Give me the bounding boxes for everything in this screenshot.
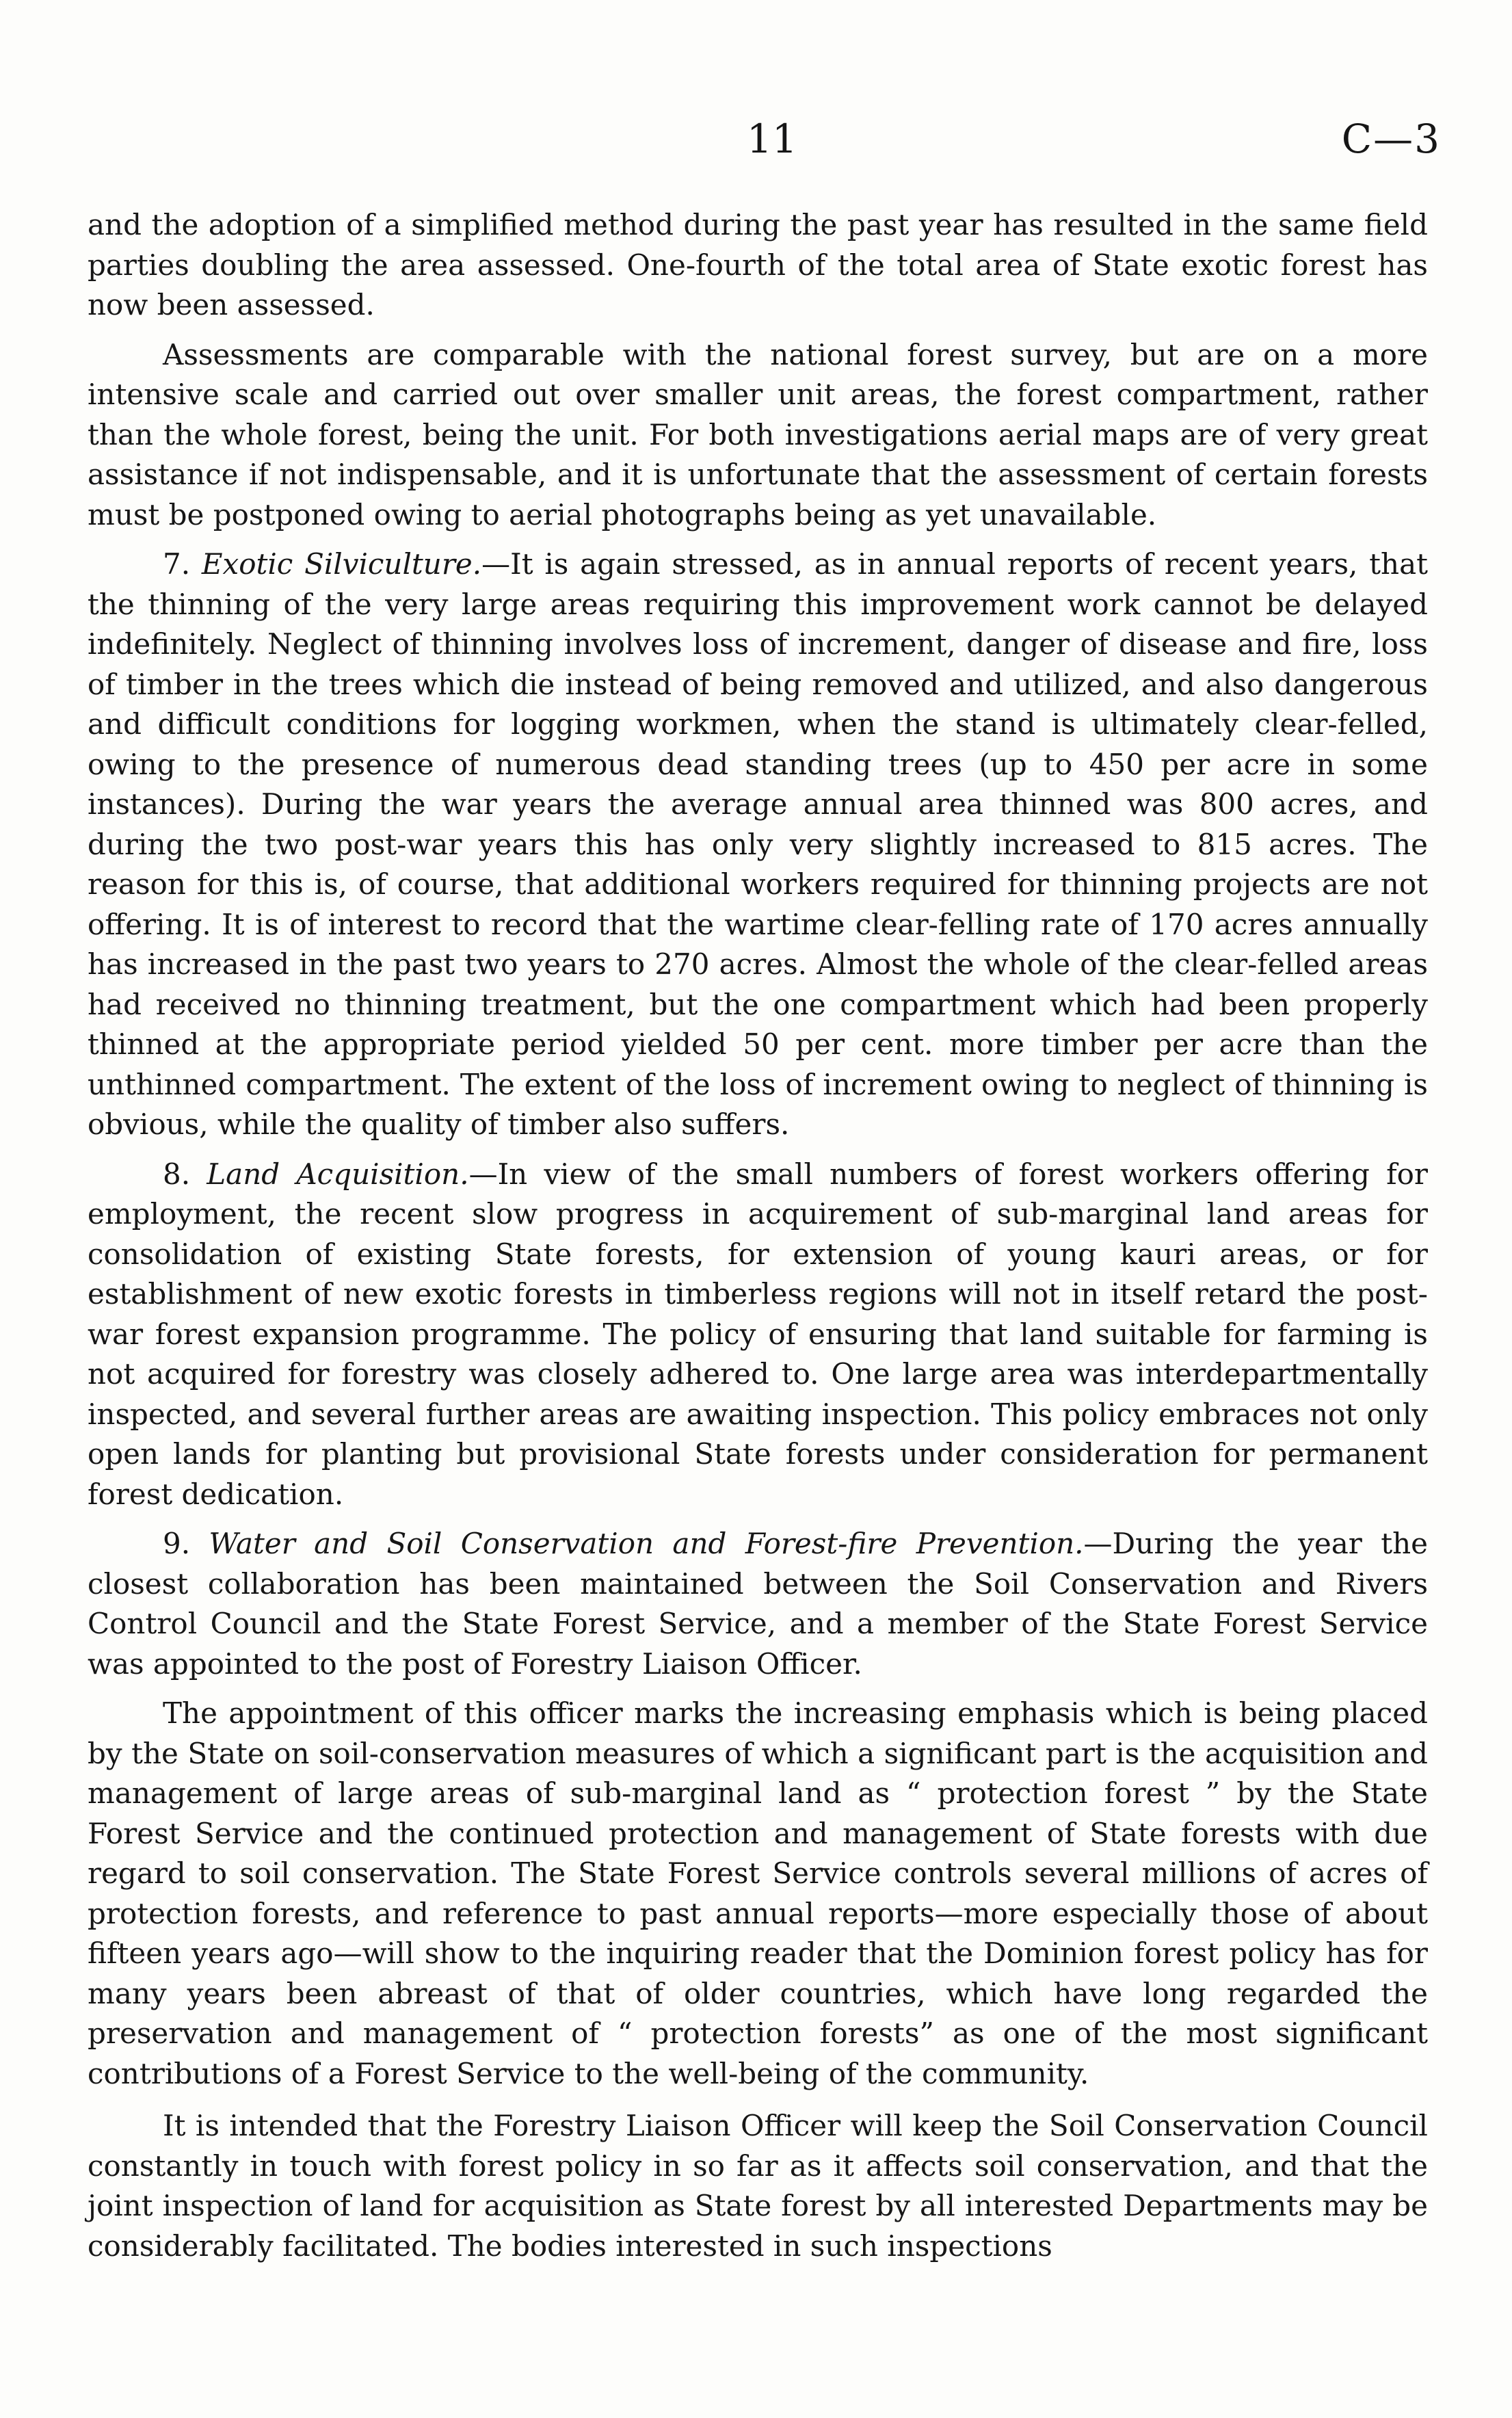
section-heading: Water and Soil Conservation and Forest-fire Prevention. <box>209 1527 1084 1560</box>
section-land-acquisition <box>88 1155 1428 1515</box>
section-exotic-silviculture <box>88 544 1428 1145</box>
paragraph-forestry-liaison <box>88 2106 1428 2266</box>
section-text: —It is again stressed, as in annual reports of recent years, that the thinning of the very large areas requiring this improvement work cannot be delayed indefinitely. Neglect of thinning involves loss of increment, danger of disease and fire, loss of timber in the trees which die instead of being removed and utilized, and also dangerous and difficult conditions for logging workmen, when the stand is ultimately clear-felled, owing to the presence of numerous dead standing trees (up to 450 per acre in some instances). During the war years the average annual area thinned was 800 acres, and during the two post-war years this has only very slightly increased to 815 acres. The reason for this is, of course, that additional workers required for thinning projects are not offering. It is of interest to record that the wartime clear-felling rate of 170 acres annually has increased in the past two years to 270 acres. Almost the whole of the clear-felled areas had received no thinning treatment, but the one compartment which had been properly thinned at the appropriate period yielded 50 per cent. more timber per acre than the unthinned compartment. The extent of the loss of increment owing to neglect of thinning is obvious, while the quality of timber also suffers. <box>88 547 1428 1141</box>
section-text: —During the year the closest collaboration has been maintained between the Soil Conservation and Rivers Control Council and the State Forest Service, and a member of the State Forest Service was appointed to the post of Forestry Liaison Officer. <box>88 1527 1428 1681</box>
section-number: 8. <box>163 1157 191 1191</box>
paragraph-liaison-officer <box>88 1694 1428 2094</box>
page-number: 11 <box>747 116 797 162</box>
paragraph-assessments <box>88 335 1428 536</box>
paragraph-text: and the adoption of a simplified method during the past year has resulted in the same field parties doubling the area assessed. One-fourth of the total area of State exotic forest has now been assessed. <box>88 208 1428 321</box>
section-water-soil-conservation <box>88 1524 1428 1684</box>
paragraph-text: Assessments are comparable with the national forest survey, but are on a more intensive scale and carried out over smaller unit areas, the forest compartment, rather than the whole forest, being the unit. For both investigations aerial maps are of very great assistance if not indispensable, and it is unfortunate that the assessment of certain forests must be postponed owing to aerial photographs being as yet unavailable. <box>88 337 1428 531</box>
section-heading: Exotic Silviculture. <box>201 547 482 581</box>
section-number: 9. <box>163 1527 191 1560</box>
paragraph-text: It is intended that the Forestry Liaison Officer will keep the Soil Conservation Council constantly in touch with forest policy in so far as it affects soil conservation, and that the joint inspection of land for acquisition as State forest by all interested Departments may be considerably facilitated. The bodies interested in such inspections <box>88 2109 1428 2263</box>
page-header <box>0 115 1512 170</box>
section-number: 7. <box>163 547 191 581</box>
report-body <box>88 205 1428 2276</box>
section-heading: Land Acquisition. <box>207 1157 469 1191</box>
section-text: —In view of the small numbers of forest workers offering for employment, the recent slow progress in acquirement of sub-marginal land areas for consolidation of existing State forests, for extension of young kauri areas, or for establishment of new exotic forests in timberless regions will not in itself retard the post-war forest expansion programme. The policy of ensuring that land suitable for farming is not acquired for forestry was closely adhered to. One large area was interdepartmentally inspected, and several further areas are awaiting inspection. This policy embraces not only open lands for planting but provisional State forests under consideration for permanent forest dedication. <box>88 1157 1428 1511</box>
paragraph-continued <box>88 205 1428 326</box>
document-reference: C—3 <box>1341 116 1441 162</box>
paragraph-text: The appointment of this officer marks the increasing emphasis which is being placed by the State on soil-conservation measures of which a significant part is the acquisition and management of large areas of sub-marginal land as “ protection forest ” by the State Forest Service and the continued protection and management of State forests with due regard to soil conservation. The State Forest Service controls several millions of acres of protection forests, and reference to past annual reports—more especially those of about fifteen years ago—will show to the inquiring reader that the Dominion forest policy has for many years been abreast of that of older countries, which have long regarded the preservation and management of “ protection forests” as one of the most significant contributions of a Forest Service to the well-being of the community. <box>88 1696 1428 2090</box>
